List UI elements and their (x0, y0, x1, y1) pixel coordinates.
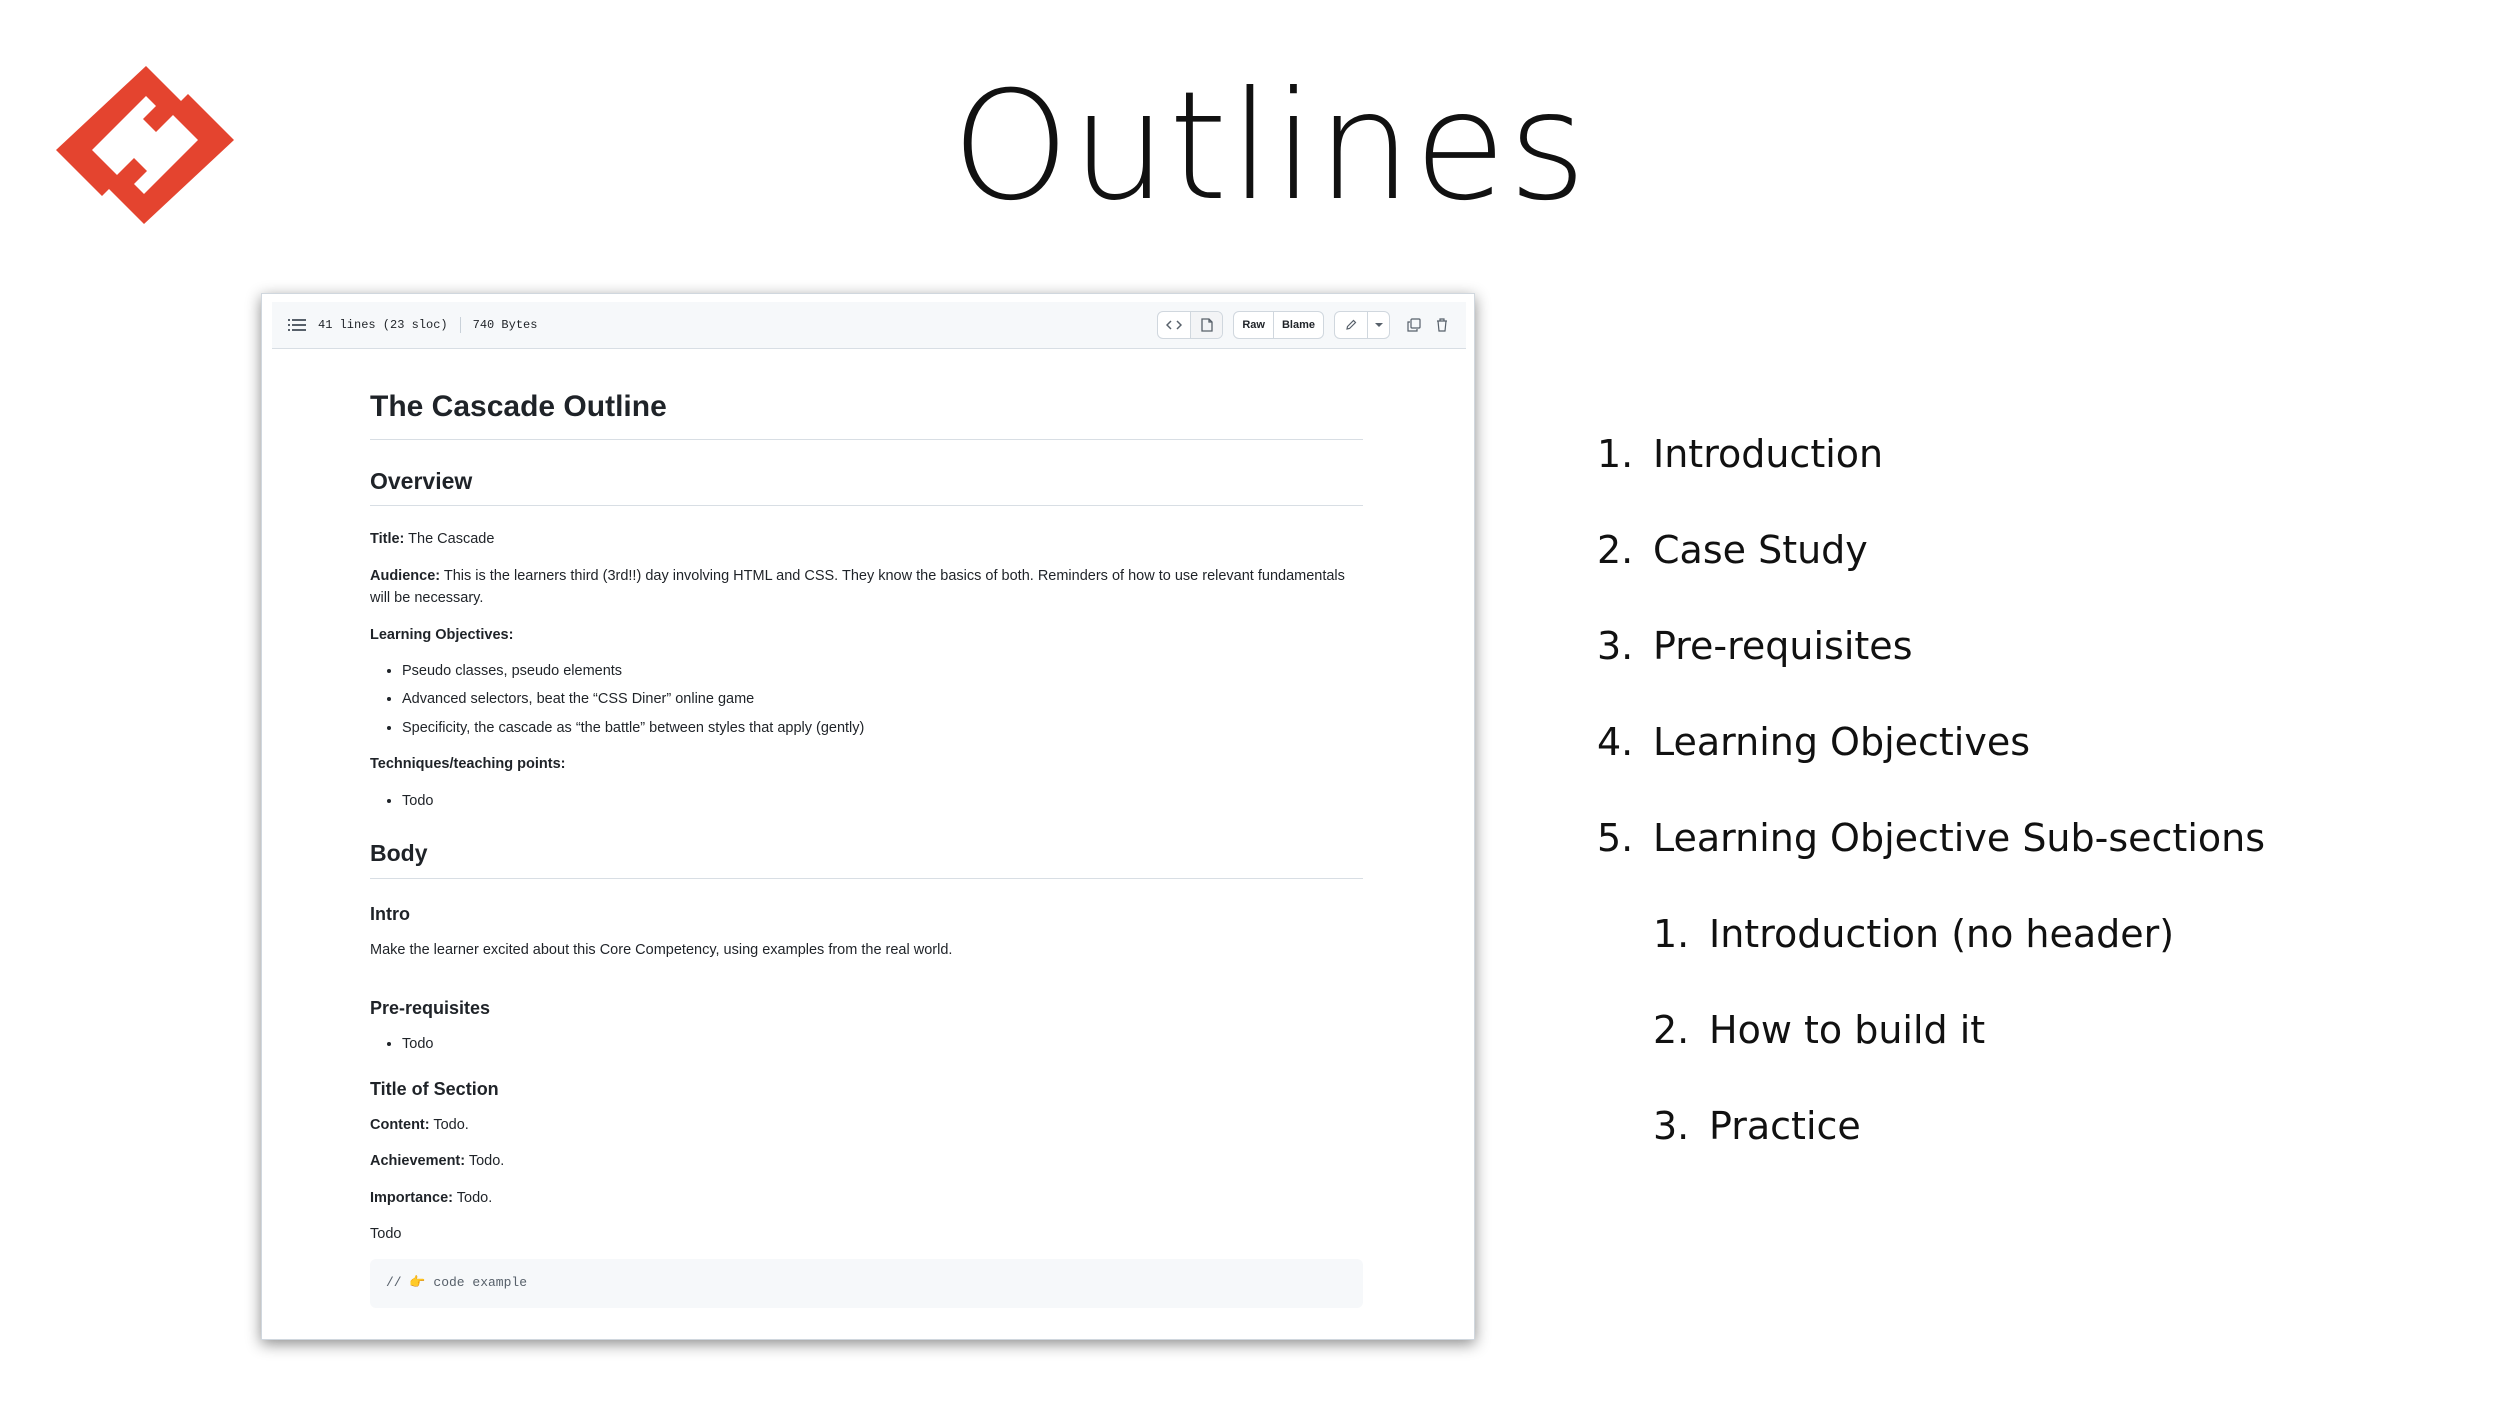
outline-label: Learning Objectives (1653, 720, 2031, 764)
outline-label: Learning Objective Sub-sections (1653, 816, 2266, 860)
achievement-label: Achievement: (370, 1153, 466, 1170)
achievement-value: Todo. (465, 1153, 505, 1170)
copy-icon (1407, 318, 1421, 332)
title-label: Title: (370, 531, 405, 548)
list-item: • Pseudo classes, pseudo elements (402, 660, 1363, 682)
audience-line (370, 565, 1363, 610)
outline-label: Pre-requisites (1653, 624, 1913, 668)
todo-text: Todo (370, 1226, 402, 1243)
outline-number: 2. (1597, 528, 1634, 572)
outline-label: Introduction (no header) (1709, 912, 2175, 956)
view-toggle (1157, 311, 1223, 339)
outline-label: Introduction (1653, 432, 1884, 476)
edit-dropdown-button[interactable] (1367, 312, 1389, 338)
outline-number: 5. (1597, 816, 1634, 860)
list-item: • Todo (402, 1033, 1363, 1055)
audience-label: Audience: (370, 567, 441, 584)
copy-button[interactable] (1400, 312, 1428, 338)
outline-subitem (1653, 1008, 1985, 1052)
outline-subitem (1653, 912, 2174, 956)
file-actions (1157, 311, 1456, 339)
outline-number: 2. (1653, 1008, 1690, 1052)
file-icon (1201, 318, 1213, 332)
list-item: • Todo (402, 790, 1363, 812)
outline-item (1597, 720, 2030, 764)
outline-item (1597, 624, 1913, 668)
raw-button[interactable]: Raw (1242, 319, 1265, 331)
outline-item (1597, 432, 1883, 476)
caret-down-icon (1375, 322, 1383, 328)
intro-heading: Intro (370, 904, 410, 924)
achievement-line (370, 1150, 1363, 1172)
outline-item (1597, 528, 1868, 572)
techniques-label: Techniques/teaching points: (370, 756, 566, 773)
file-header (272, 302, 1466, 349)
overview-heading: Overview (370, 464, 1363, 507)
section-heading: Title of Section (370, 1078, 499, 1099)
divider (460, 317, 461, 333)
importance-value: Todo. (453, 1189, 493, 1206)
audience-value: This is the learners third (3rd!!) day involving HTML and CSS. They know the basics of both. Reminders of how to use relevant fundamentals will be necessary. (370, 567, 1345, 607)
outline-label: How to build it (1709, 1008, 1986, 1052)
outline-label: Case Study (1653, 528, 1868, 572)
outline-subitem (1653, 1104, 1861, 1148)
file-size: 740 Bytes (472, 318, 538, 332)
file-preview-screenshot (261, 293, 1475, 1340)
list-item: • Advanced selectors, beat the “CSS Diner” online game (402, 688, 1363, 710)
code-icon (1166, 319, 1182, 331)
list-item: • Specificity, the cascade as “the battle” between styles that apply (gently) (402, 717, 1363, 739)
slide-title: Outlines (951, 60, 1589, 234)
importance-label: Importance: (370, 1189, 453, 1206)
delete-button[interactable] (1428, 312, 1456, 338)
intro-text: Make the learner excited about this Core Competency, using examples from the real world. (370, 941, 953, 958)
outline-number: 4. (1597, 720, 1634, 764)
body-heading: Body (370, 836, 1363, 879)
content-line (370, 1114, 1363, 1136)
importance-line (370, 1187, 1363, 1209)
content-value: Todo. (429, 1116, 469, 1133)
markdown-body (370, 384, 1363, 1308)
line-count: 41 lines (23 sloc) (318, 318, 448, 332)
pencil-icon (1345, 319, 1357, 331)
list-icon[interactable] (288, 318, 306, 332)
outline-number: 1. (1653, 912, 1690, 956)
prereq-heading: Pre-requisites (370, 998, 491, 1019)
raw-blame-group (1233, 311, 1324, 339)
prereq-list (370, 1033, 1363, 1055)
blame-button[interactable]: Blame (1273, 312, 1323, 338)
outline-number: 3. (1597, 624, 1634, 668)
outline-label: Practice (1709, 1104, 1861, 1148)
objectives-list (370, 660, 1363, 739)
code-block: // 👉 code example (370, 1259, 1363, 1307)
outline-number: 3. (1653, 1104, 1690, 1148)
techniques-list (370, 790, 1363, 812)
title-value: The Cascade (404, 531, 495, 548)
preview-button[interactable] (1190, 312, 1222, 338)
content-label: Content: (370, 1116, 430, 1133)
outline-item (1597, 816, 2265, 860)
code-view-button[interactable] (1158, 312, 1190, 338)
title-line (370, 528, 1363, 550)
edit-button[interactable] (1335, 312, 1367, 338)
trash-icon (1436, 318, 1448, 332)
outline-number: 1. (1597, 432, 1634, 476)
doc-title: The Cascade Outline (370, 384, 1363, 440)
objectives-label: Learning Objectives: (370, 626, 514, 643)
edit-group (1334, 311, 1390, 339)
